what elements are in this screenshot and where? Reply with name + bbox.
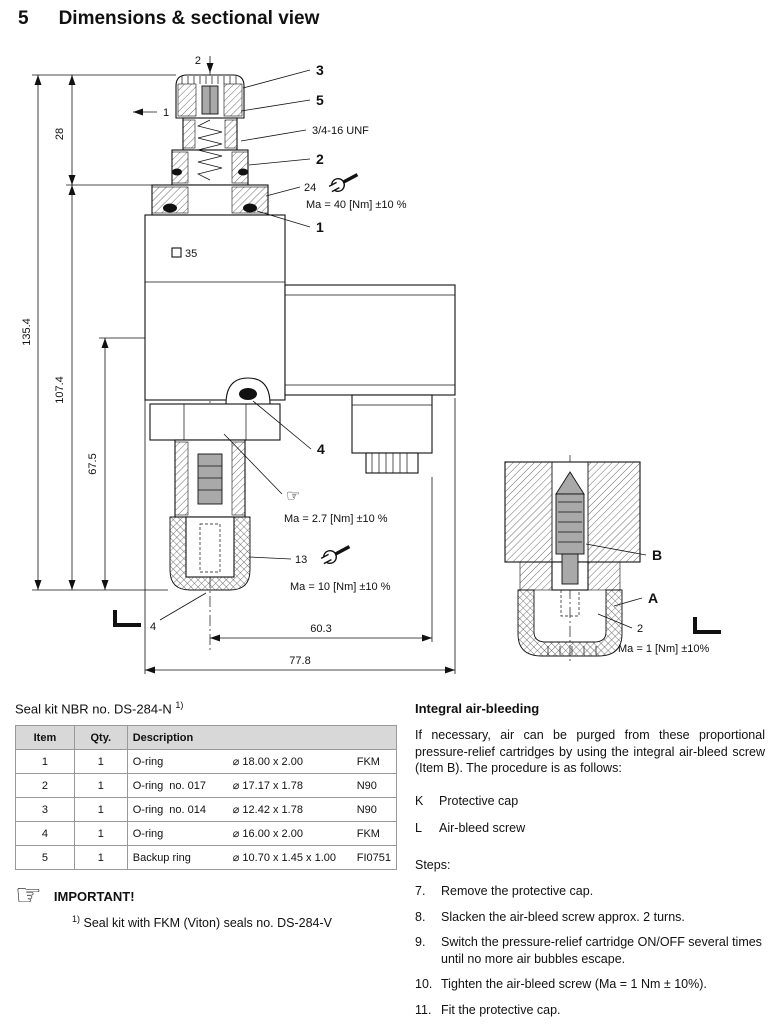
callout-2: 2 (316, 151, 324, 167)
desc-name: O-ring (132, 803, 164, 816)
wrench-size-top: 24 (304, 182, 317, 194)
torque-detail: Ma = 1 [Nm] ±10% (618, 643, 710, 655)
step-item (415, 976, 765, 993)
air-bleeding-section (415, 700, 765, 1027)
allen-key-icon (115, 612, 139, 625)
table-row (16, 798, 397, 822)
air-bleeding-title: Integral air-bleeding (415, 701, 540, 716)
desc-material: FI0751 (356, 851, 391, 864)
footnote-reference: 1) (72, 914, 81, 925)
table-row (16, 750, 397, 774)
table-row (16, 822, 397, 846)
footnote-text: Seal kit with FKM (Viton) seals no. DS-284-V (83, 916, 332, 931)
section-title: Dimensions & sectional view (58, 8, 320, 29)
seal-kit-footnote (72, 914, 397, 930)
dim-135: 135.4 (21, 318, 33, 346)
step-text: Fit the protective cap. (441, 1002, 561, 1017)
seal-kit-title-text: Seal kit NBR no. DS-284-N (15, 701, 172, 717)
desc-size: ⌀ 12.42 x 1.78 (232, 804, 303, 817)
table-header-row (16, 726, 397, 750)
dim-77: 77.8 (289, 655, 311, 667)
step-item (415, 934, 765, 967)
col-header-qty: Qty. (74, 726, 127, 750)
desc-material: FKM (356, 755, 380, 768)
legend-key: L (415, 821, 422, 836)
item-cell: 1 (16, 750, 75, 774)
qty-cell: 1 (74, 798, 127, 822)
desc-note: no. 014 (169, 803, 206, 816)
legend-item (415, 793, 765, 810)
section-number: 5 (18, 8, 29, 29)
torque-hand: Ma = 2.7 [Nm] ±10 % (284, 513, 388, 525)
desc-material: N90 (356, 779, 377, 792)
dimension-drawing (0, 42, 775, 697)
page-title (18, 8, 319, 30)
step-item (415, 883, 765, 900)
dim-107: 107.4 (54, 376, 66, 404)
air-bleed-detail-view (505, 455, 719, 662)
step-number: 9. (415, 935, 426, 950)
qty-cell: 1 (74, 822, 127, 846)
important-label: IMPORTANT! (53, 888, 135, 904)
seal-kit-table (15, 725, 397, 870)
desc-size: ⌀ 17.17 x 1.78 (232, 780, 303, 793)
thread-label: 3/4-16 UNF (312, 125, 369, 137)
step-text: Switch the pressure-relief cartridge ON/OFF several times until no more air bubbles escape. (441, 935, 762, 966)
step-text: Slacken the air-bleed screw approx. 2 turns. (441, 909, 685, 924)
allen-key-icon (695, 619, 719, 632)
qty-cell: 1 (74, 774, 127, 798)
step-number: 10. (415, 977, 433, 992)
step-item (415, 1002, 765, 1019)
item-cell: 2 (16, 774, 75, 798)
callout-1: 1 (316, 219, 324, 235)
hand-tighten-icon: ☞ (286, 488, 301, 505)
port-2-label: 2 (194, 55, 201, 67)
port-1-label: 1 (163, 107, 170, 119)
item-cell: 3 (16, 798, 75, 822)
item-cell: 5 (16, 846, 75, 870)
dim-28: 28 (54, 127, 66, 141)
allen-size-detail: 2 (637, 623, 644, 635)
legend-label: Protective cap (439, 793, 519, 808)
step-item (415, 909, 765, 926)
wrench-icon (319, 541, 352, 567)
col-header-description: Description (127, 726, 396, 750)
callout-b: B (652, 547, 663, 563)
callout-3: 3 (316, 62, 324, 78)
footnote-reference: 1) (175, 700, 184, 710)
step-text: Tighten the air-bleed screw (Ma = 1 Nm ± 10%). (441, 977, 707, 992)
callout-5: 5 (316, 92, 324, 108)
seal-kit-title (15, 700, 397, 716)
table-row (16, 846, 397, 870)
step-number: 11. (415, 1002, 432, 1017)
qty-cell: 1 (74, 750, 127, 774)
desc-size: ⌀ 16.00 x 2.00 (232, 828, 303, 841)
seal-kit-section (15, 700, 397, 930)
body-square-dimension: 35 (185, 248, 198, 260)
important-hand-icon: ☞ (15, 879, 42, 913)
desc-note: no. 017 (169, 779, 206, 792)
callout-4: 4 (317, 441, 325, 457)
desc-material: FKM (356, 827, 380, 840)
col-header-item: Item (16, 726, 75, 750)
desc-name: Backup ring (132, 851, 191, 864)
desc-name: O-ring (132, 755, 164, 768)
step-number: 7. (415, 884, 426, 899)
dim-67: 67.5 (87, 453, 99, 475)
important-note (15, 879, 397, 913)
air-bleeding-intro: If necessary, air can be purged from these proportional pressure-relief cartridges by using the integral air-bleed screw (Item B). The procedure is as follows: (415, 728, 765, 776)
callout-a: A (648, 590, 659, 606)
item-cell: 4 (16, 822, 75, 846)
wrench-size-bottom: 13 (295, 554, 308, 566)
main-valve-view (21, 55, 455, 674)
torque-top: Ma = 40 [Nm] ±10 % (306, 199, 407, 211)
qty-cell: 1 (74, 846, 127, 870)
desc-material: N90 (356, 803, 377, 816)
steps-label: Steps: (415, 857, 451, 872)
wrench-icon (327, 169, 360, 195)
desc-size: ⌀ 10.70 x 1.45 x 1.00 (232, 852, 336, 865)
desc-name: O-ring (132, 779, 164, 792)
step-number: 8. (415, 909, 426, 924)
desc-size: ⌀ 18.00 x 2.00 (232, 756, 303, 769)
torque-bottom: Ma = 10 [Nm] ±10 % (290, 581, 391, 593)
table-row (16, 774, 397, 798)
allen-size: 4 (150, 621, 157, 633)
legend-item (415, 820, 765, 837)
step-text: Remove the protective cap. (441, 884, 594, 899)
legend-key: K (415, 793, 424, 808)
desc-name: O-ring (132, 827, 164, 840)
dim-60: 60.3 (310, 623, 332, 635)
legend-label: Air-bleed screw (439, 821, 526, 836)
